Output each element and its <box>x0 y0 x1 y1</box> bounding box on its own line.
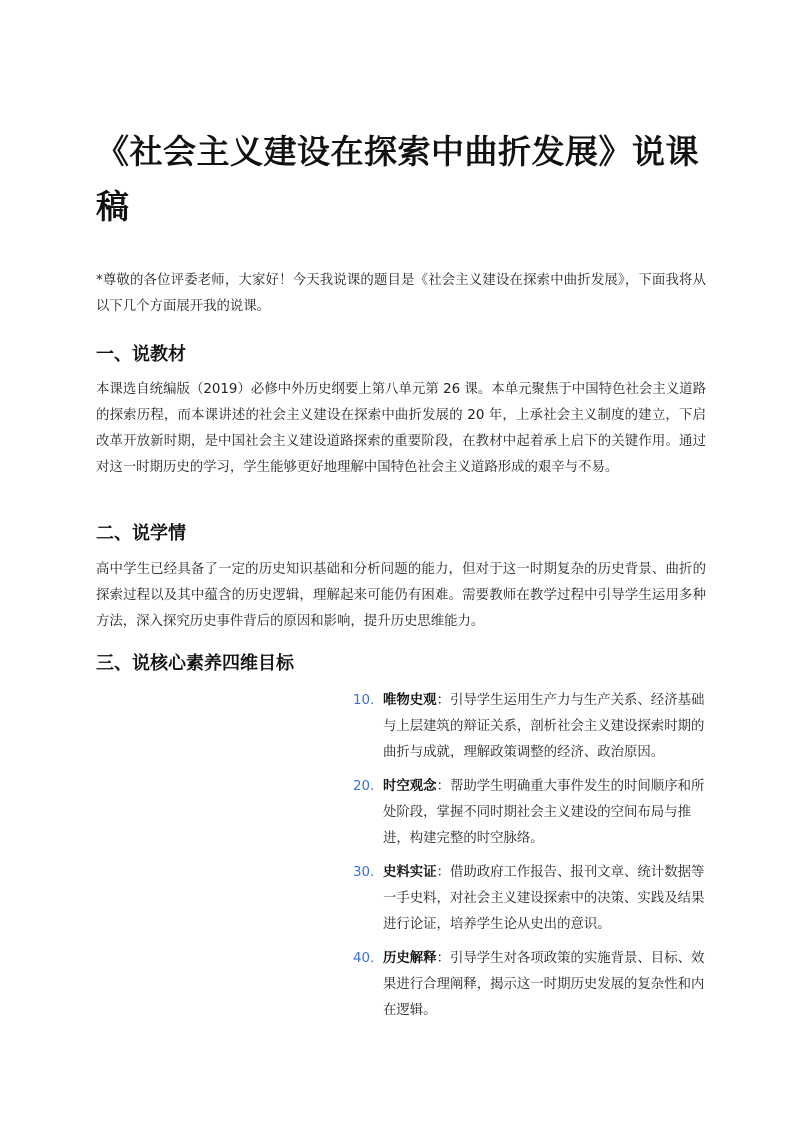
page-title: 《社会主义建设在探索中曲折发展》说课稿 <box>96 132 699 226</box>
list-item-interpretation <box>353 946 705 1024</box>
section-heading-core-goals: 三、说核心素养四维目标 <box>96 653 294 674</box>
goal-term: 史料实证 <box>383 865 437 880</box>
section-heading-students: 二、说学情 <box>96 523 186 544</box>
goal-term: 历史解释 <box>383 951 437 966</box>
section-body-textbook: 本课选自统编版（2019）必修中外历史纲要上第八单元第 26 课。本单元聚焦于中国特色社会主义道路的探索历程，而本课讲述的社会主义建设在探索中曲折发展的 20 年，上承社会主义制度的建立，下启改革开放新时期，是中国社会主义建设道路探索的重要阶段，在教材中起着承上启下的关键作用。通过对这一时期历史的学习，学生能够更好地理解中国特色社会主义道路形成的艰辛与不易。 <box>96 382 706 475</box>
section-body-students: 高中学生已经具备了一定的历史知识基础和分析问题的能力，但对于这一时期复杂的历史背景、曲折的探索过程以及其中蕴含的历史逻辑，理解起来可能仍有困难。需要教师在教学过程中引导学生运用多种方法，深入探究历史事件背后的原因和影响，提升历史思维能力。 <box>96 562 706 629</box>
list-number: 10. <box>353 693 375 708</box>
goal-text: 引导学生运用生产力与生产关系、经济基础与上层建筑的辩证关系，剖析社会主义建设探索时期的曲折与成就，理解政策调整的经济、政治原因。 <box>383 693 705 760</box>
list-number: 20. <box>353 779 375 794</box>
goal-separator: ： <box>436 693 450 708</box>
intro-paragraph: *尊敬的各位评委老师，大家好！今天我说课的题目是《社会主义建设在探索中曲折发展》，下面我将从以下几个方面展开我的说课。 <box>96 273 706 314</box>
section-heading-textbook: 一、说教材 <box>96 344 186 365</box>
list-item-spatiotemporal <box>353 774 705 852</box>
goal-term: 唯物史观 <box>383 693 437 708</box>
core-goals-list <box>353 688 705 1032</box>
list-item-evidence <box>353 860 705 938</box>
goal-separator: ： <box>436 779 450 794</box>
goal-text: 帮助学生明确重大事件发生的时间顺序和所处阶段，掌握不同时期社会主义建设的空间布局与推进，构建完整的时空脉络。 <box>383 779 705 846</box>
goal-text: 引导学生对各项政策的实施背景、目标、效果进行合理阐释，揭示这一时期历史发展的复杂性和内在逻辑。 <box>383 951 705 1018</box>
list-number: 40. <box>353 951 375 966</box>
goal-separator: ： <box>436 865 450 880</box>
goal-text: 借助政府工作报告、报刊文章、统计数据等一手史料，对社会主义建设探索中的决策、实践及结果进行论证，培养学生论从史出的意识。 <box>383 865 705 932</box>
goal-separator: ： <box>436 951 450 966</box>
list-number: 30. <box>353 865 375 880</box>
list-item-historical-materialism <box>353 688 705 766</box>
goal-term: 时空观念 <box>383 779 437 794</box>
